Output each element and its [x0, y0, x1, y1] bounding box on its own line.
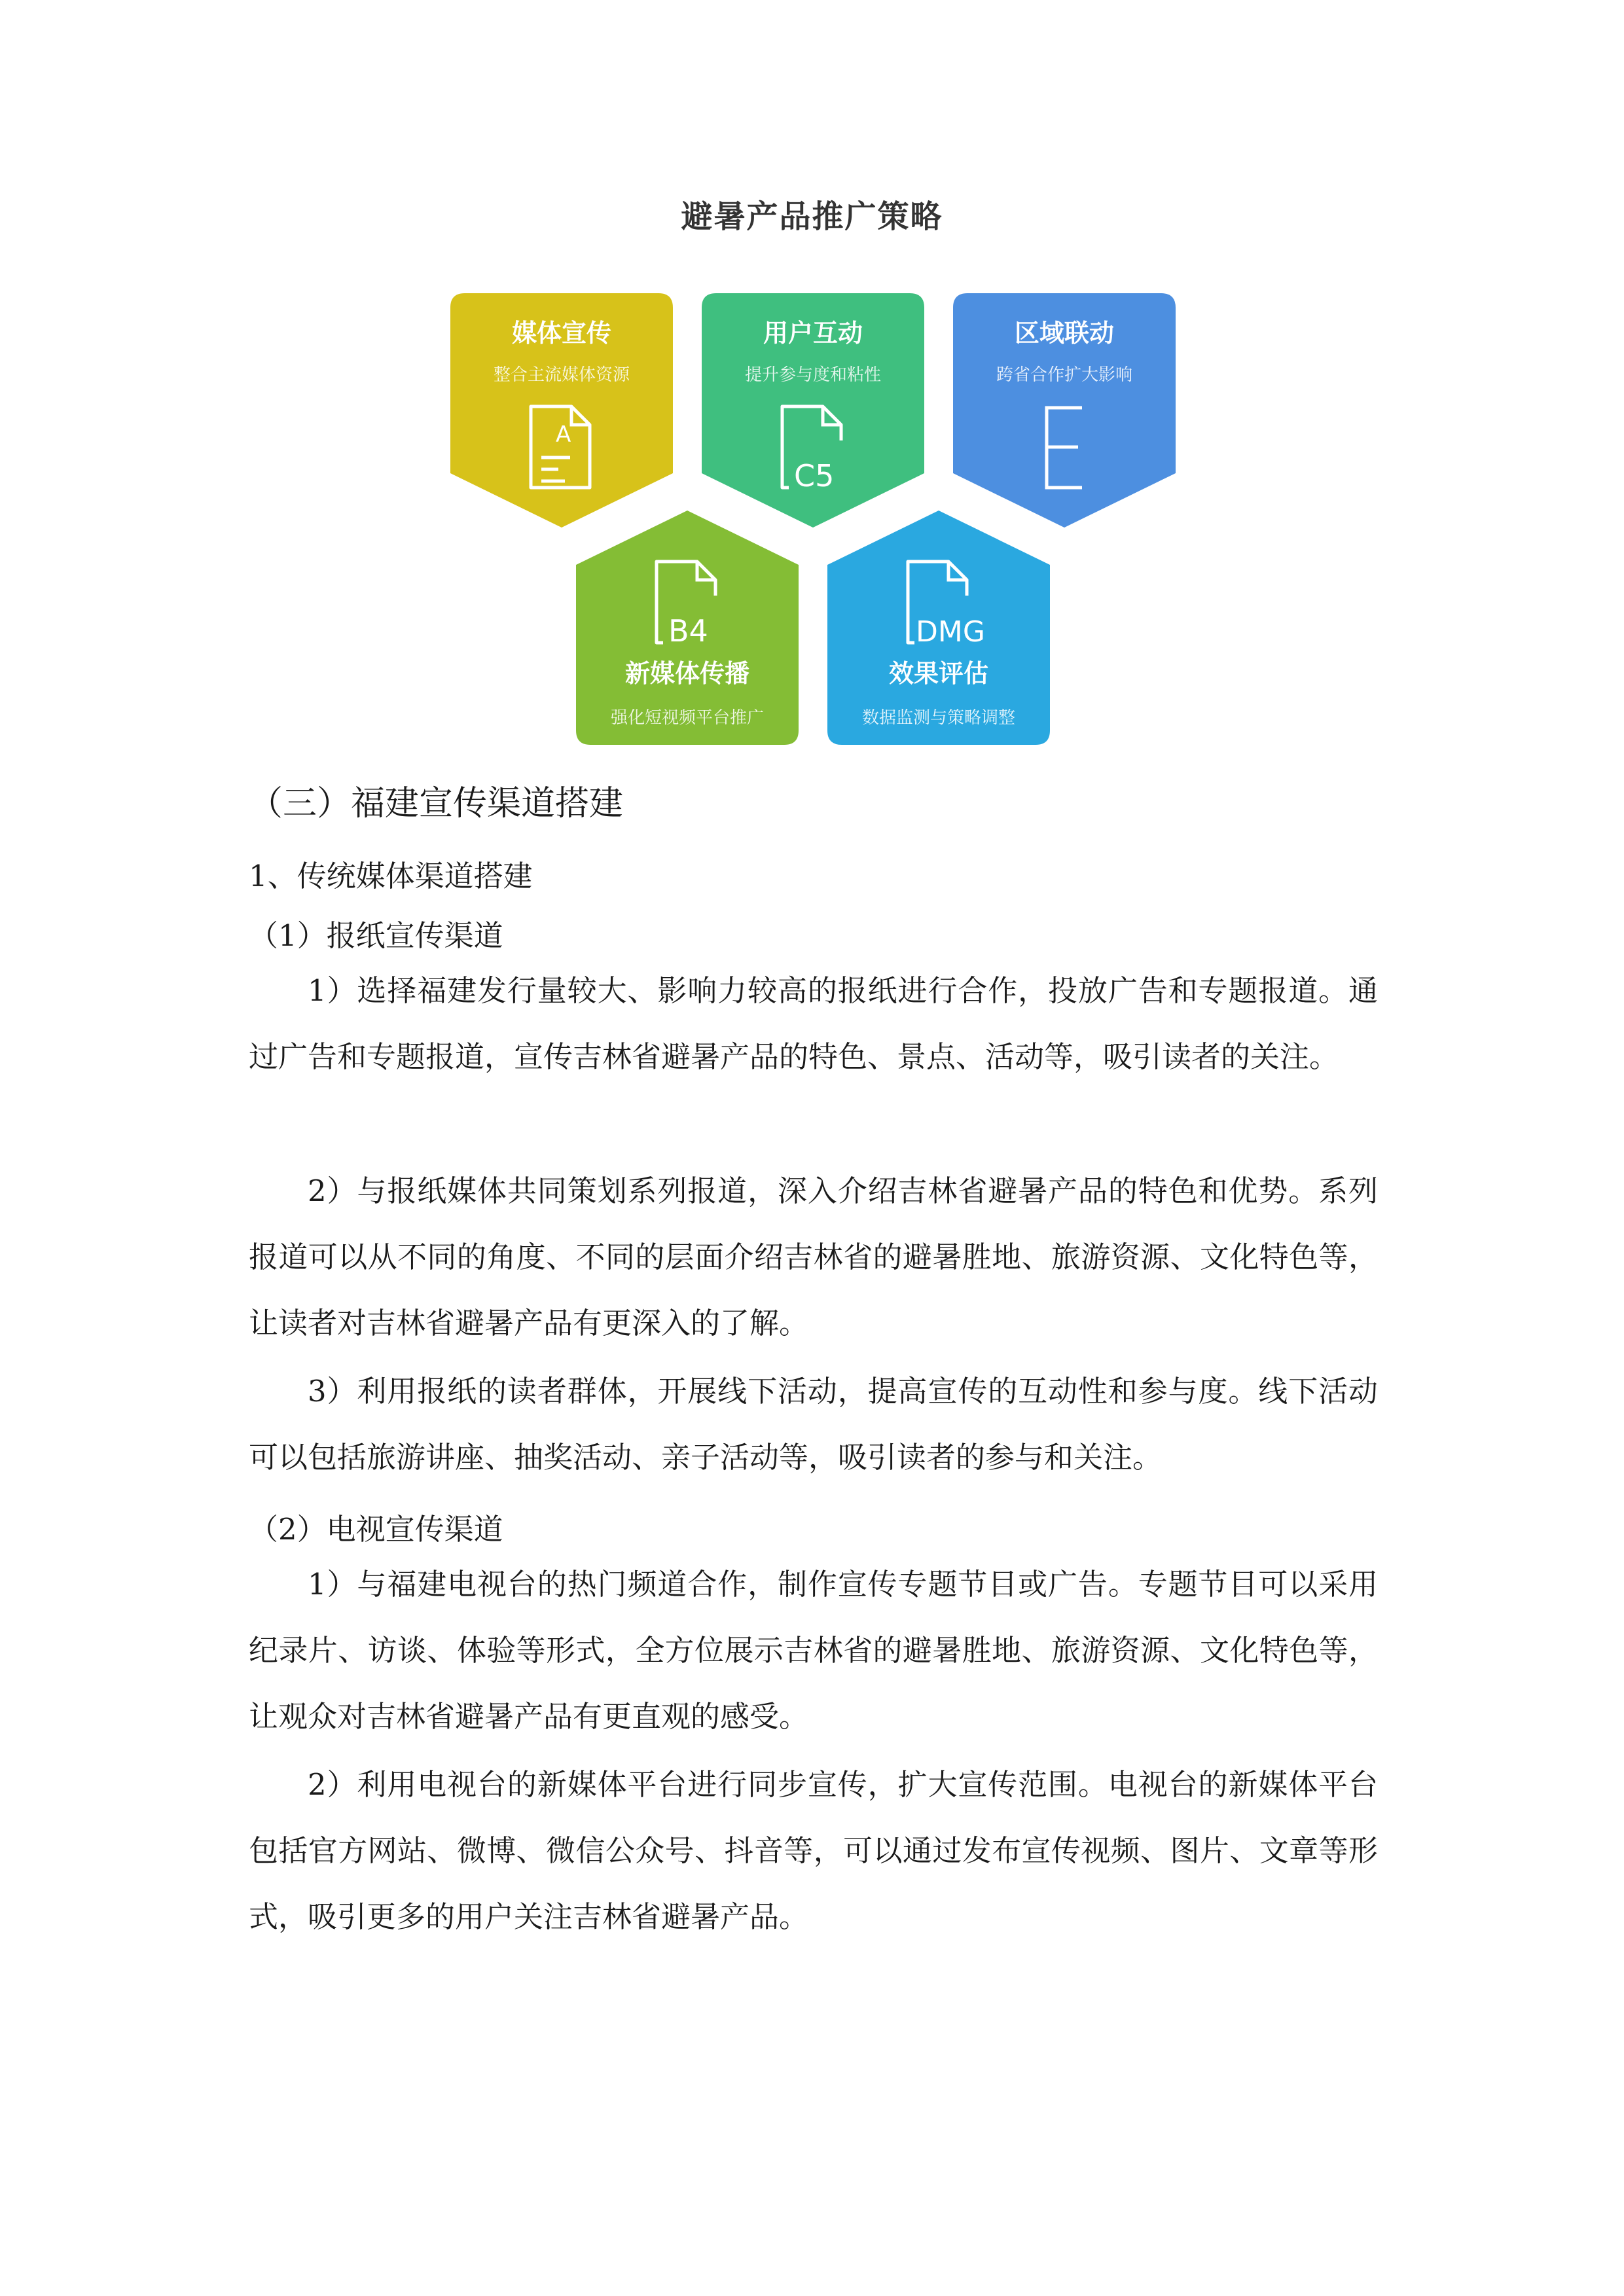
tile-media-promotion	[450, 293, 673, 529]
tile-subtitle: 提升参与度和粘性	[744, 365, 881, 385]
tile-heading: 新媒体传播	[624, 659, 749, 688]
tile-new-media	[576, 509, 799, 745]
document-a-icon	[450, 401, 673, 493]
letter-e-icon	[953, 401, 1176, 493]
icon-letter: DMG	[916, 615, 985, 648]
tile-effect-evaluation	[827, 509, 1050, 745]
tile-heading: 媒体宣传	[511, 319, 611, 348]
paragraph-2: 2）与报纸媒体共同策划系列报道，深入介绍吉林省避暑产品的特色和优势。系列报道可以从不同的角度、不同的层面介绍吉林省的避暑胜地、旅游资源、文化特色等，让读者对吉林省避暑产品有更深入的了解。	[249, 1174, 1378, 1340]
tile-subtitle: 整合主流媒体资源	[493, 365, 630, 385]
file-b4-icon	[576, 556, 799, 648]
tile-subtitle: 跨省合作扩大影响	[996, 365, 1132, 385]
tile-heading: 区域联动	[1014, 319, 1114, 348]
paragraph-3: 3）利用报纸的读者群体，开展线下活动，提高宣传的互动性和参与度。线下活动可以包括旅游讲座、抽奖活动、亲子活动等，吸引读者的参与和关注。	[249, 1374, 1378, 1475]
icon-letter: B4	[668, 613, 708, 648]
file-c5-icon	[702, 401, 924, 493]
icon-letter: A	[556, 422, 571, 448]
section-heading: （三）福建宣传渠道搭建	[249, 784, 624, 823]
tile-subtitle: 强化短视频平台推广	[610, 708, 764, 728]
icon-letter: C5	[794, 458, 835, 493]
paragraph-1: 1）选择福建发行量较大、影响力较高的报纸进行合作，投放广告和专题报道。通过广告和专题报道，宣传吉林省避暑产品的特色、景点、活动等，吸引读者的关注。	[249, 973, 1378, 1074]
tile-regional-linkage	[953, 293, 1176, 529]
subheading-newspaper: （1）报纸宣传渠道	[249, 918, 503, 953]
subheading-tv: （2）电视宣传渠道	[249, 1512, 503, 1547]
subheading-traditional-media: 1、传统媒体渠道搭建	[249, 859, 533, 893]
tile-subtitle: 数据监测与策略调整	[861, 708, 1015, 728]
tile-heading: 用户互动	[763, 319, 863, 348]
file-dmg-icon	[827, 556, 1050, 648]
paragraph-5: 2）利用电视台的新媒体平台进行同步宣传，扩大宣传范围。电视台的新媒体平台包括官方网站、微博、微信公众号、抖音等，可以通过发布宣传视频、图片、文章等形式，吸引更多的用户关注吉林省避暑产品。	[249, 1767, 1378, 1934]
tile-heading: 效果评估	[888, 659, 988, 688]
tile-user-interaction	[702, 293, 924, 529]
paragraph-4: 1）与福建电视台的热门频道合作，制作宣传专题节目或广告。专题节目可以采用纪录片、访谈、体验等形式，全方位展示吉林省的避暑胜地、旅游资源、文化特色等，让观众对吉林省避暑产品有更直观的感受。	[249, 1567, 1378, 1734]
diagram-title: 避暑产品推广策略	[681, 198, 943, 235]
